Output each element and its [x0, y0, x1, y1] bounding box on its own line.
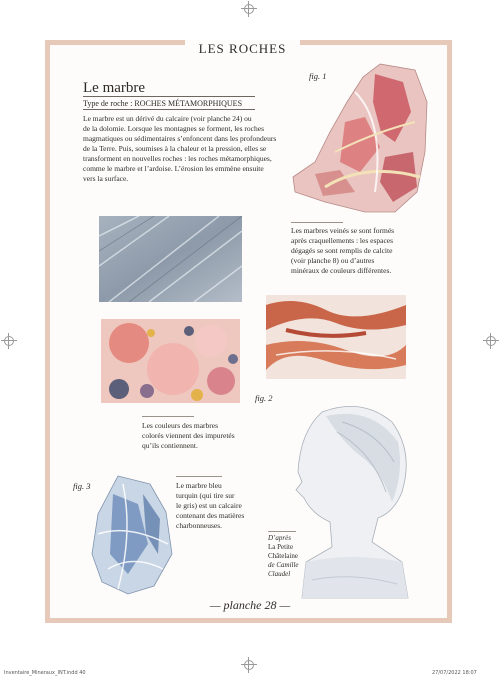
intro-line: comme le marbre et l’ardoise. L’érosion les emmène ensuite [83, 164, 264, 173]
pink-colored-marble-slab [101, 319, 240, 403]
marble-bust-illustration [282, 402, 417, 602]
caption-line: le gris) est un calcaire [176, 501, 242, 510]
caption-line: colorés viennent des impuretés [142, 431, 235, 440]
intro-line: de la Terre. Puis, soumises à la chaleur et la pression, elles se [83, 144, 267, 153]
crop-mark-right [486, 336, 496, 346]
caption-line: qu’ils contiennent. [142, 441, 198, 450]
print-footer-right: 27/07/2022 18:07 [432, 670, 477, 676]
blue-marble-illustration [88, 474, 176, 596]
crop-mark-bottom [244, 660, 254, 670]
sculpture-credit [268, 534, 299, 579]
credit-by: de Camille [268, 561, 299, 569]
caption-line: turquin (qui tire sur [176, 491, 235, 500]
page-title: LES ROCHES [185, 40, 300, 58]
caption-line: Les marbres veinés se sont formés [291, 226, 395, 235]
caption-rule [291, 222, 343, 223]
intro-line: magmatiques ou sédimentaires s’enfoncent dans les profondeurs [83, 134, 277, 143]
caption-line: (voir planche 8) ou d’autres [291, 256, 375, 265]
caption-line: minéraux de couleurs différentes. [291, 266, 392, 275]
grey-marble-slab [99, 216, 242, 302]
plate-number: — planche 28 — [209, 598, 291, 612]
blue-caption [176, 481, 244, 531]
caption-line: contenant des matières [176, 511, 245, 520]
heading-rule [83, 96, 255, 97]
credit-rule [268, 531, 296, 532]
red-veined-marble-slab [266, 295, 406, 379]
credit-work: La Petite [268, 543, 294, 551]
fig3-label: fig. 3 [73, 481, 91, 491]
caption-line: après craquellements : les espaces [291, 236, 394, 245]
veined-caption [291, 226, 394, 276]
caption-line: Le marbre bleu [176, 481, 222, 490]
intro-line: Le marbre est un dérivé du calcaire (voir planche 24) ou [83, 114, 252, 123]
intro-paragraph [83, 114, 293, 184]
subtitle-rule [83, 109, 255, 110]
intro-line: vers la surface. [83, 174, 129, 183]
intro-line: transforment en nouvelles roches : les roches métamorphiques, [83, 154, 272, 163]
caption-rule [176, 476, 222, 477]
credit-artist: Claudel [268, 570, 291, 578]
caption-rule [142, 416, 194, 417]
pink-marble-illustration [285, 62, 435, 222]
crop-mark-left [4, 336, 14, 346]
fig2-label: fig. 2 [255, 393, 273, 403]
colored-caption [142, 421, 235, 451]
caption-line: Les couleurs des marbres [142, 421, 219, 430]
intro-line: de la dolomie. Lorsque les montagnes se forment, les roches [83, 124, 264, 133]
print-footer-left: Inventaire_Mineraux_INT.indd 40 [4, 670, 86, 676]
crop-mark-top [244, 4, 254, 14]
credit-work: Châtelaine [268, 552, 298, 560]
caption-line: charbonneuses. [176, 521, 223, 530]
fig1-label: fig. 1 [309, 71, 327, 81]
caption-line: dégagés se sont remplis de calcite [291, 246, 393, 255]
credit-prefix: D’après [268, 534, 291, 542]
section-heading: Le marbre [83, 80, 146, 96]
rock-type: Type de roche : ROCHES MÉTAMORPHIQUES [83, 99, 243, 108]
